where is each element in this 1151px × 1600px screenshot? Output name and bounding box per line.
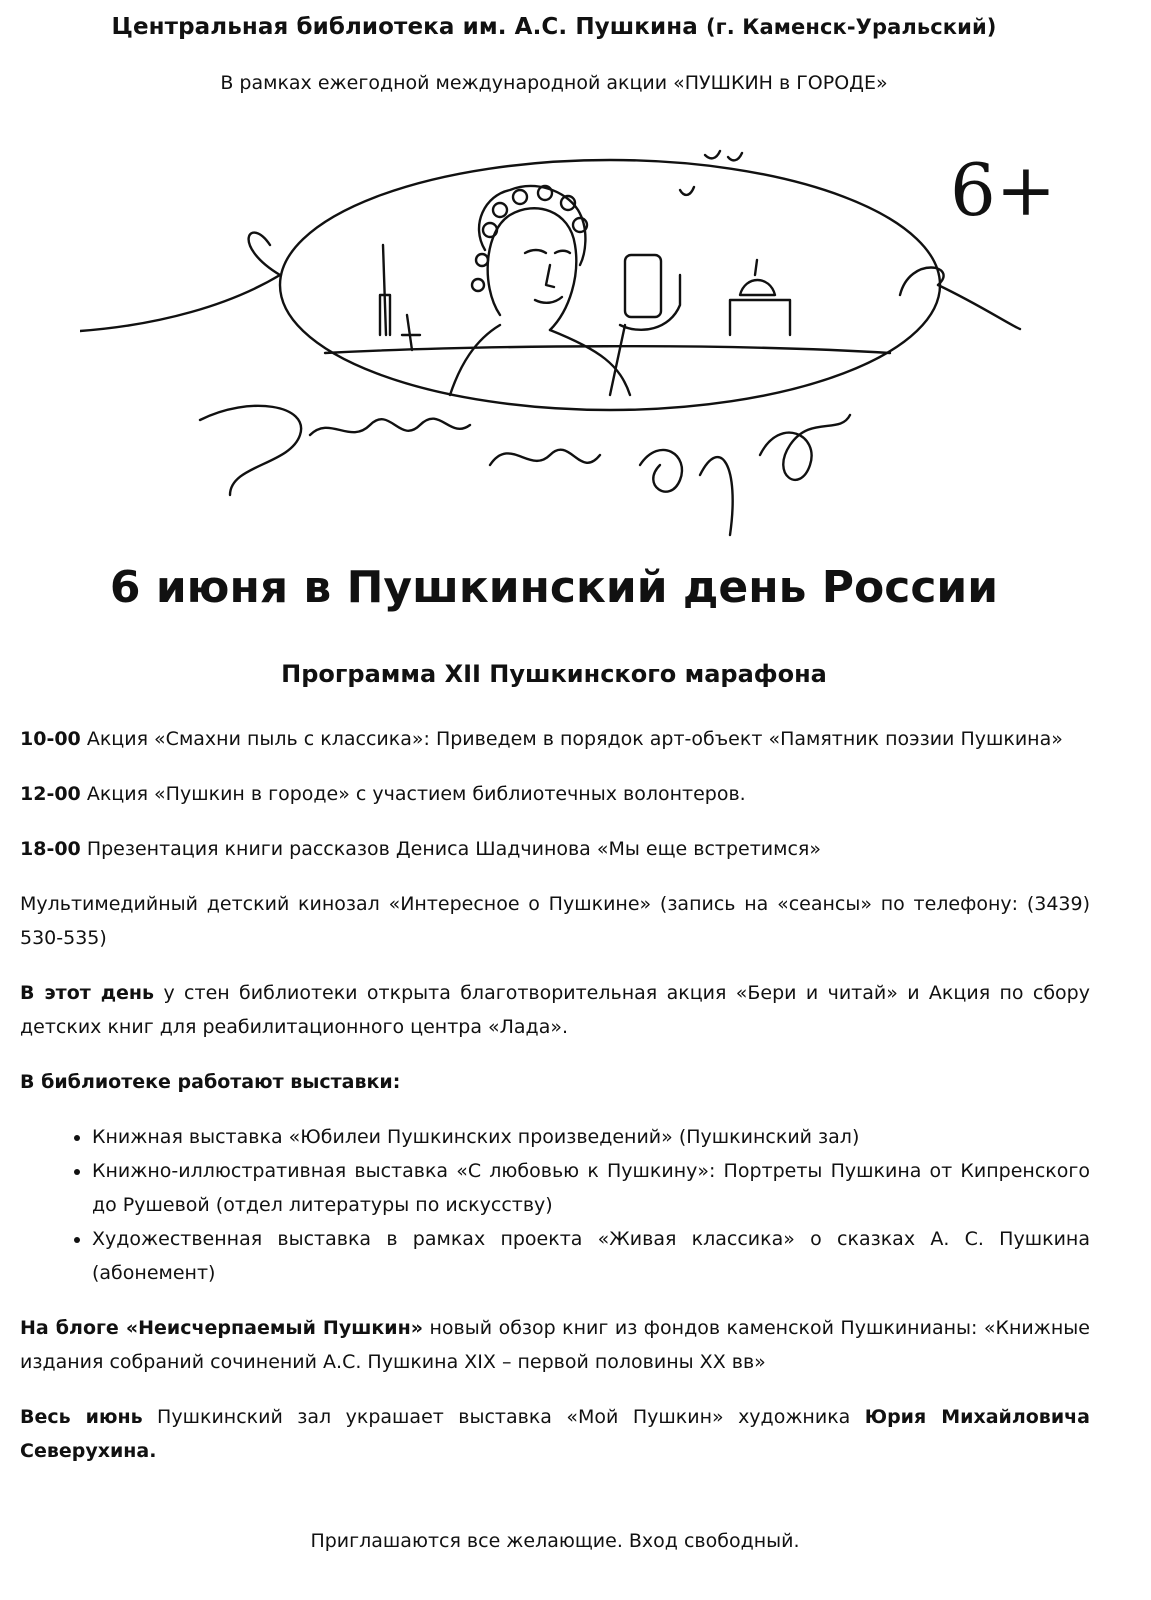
pushkin-with-phone-logo-icon	[80, 135, 1030, 555]
main-heading: 6 июня в Пушкинский день России	[109, 562, 999, 613]
event-text: Акция «Смахни пыль с классика»: Приведем в порядок арт-объект «Памятник поэзии Пушкина»	[86, 728, 1063, 750]
this-day-info	[20, 976, 1090, 1044]
program-content	[20, 722, 1090, 1489]
exhibitions-heading-text: В библиотеке работают выставки:	[20, 1071, 401, 1093]
artist-name: Юрия Михайловича Северухина.	[20, 1406, 1091, 1462]
header-subtitle: В рамках ежегодной международной акции «ПУШКИН в ГОРОДЕ»	[220, 72, 888, 94]
list-item: • Книжная выставка «Юбилеи Пушкинских произведений» (Пушкинский зал)	[92, 1120, 1090, 1154]
event-time: 10-00	[20, 728, 81, 750]
event-time: 12-00	[20, 783, 81, 805]
footer-note: Приглашаются все желающие. Вход свободный.	[310, 1530, 800, 1552]
blog-text: новый обзор книг из фондов каменской Пушкинианы: «Книжные издания собраний сочинений А.С. Пушкина XIX – первой половины XX вв»	[20, 1317, 1090, 1373]
this-day-label: В этот день	[20, 982, 155, 1004]
event-item	[20, 777, 1090, 811]
event-text: Презентация книги рассказов Дениса Шадчинова «Мы еще встретимся»	[86, 838, 821, 860]
library-city: (г. Каменск-Уральский)	[705, 15, 997, 39]
list-item: • Книжно-иллюстративная выставка «С любовью к Пушкину»: Портреты Пушкина от Кипренского до Рушевой (отдел литературы по искусству)	[92, 1154, 1090, 1222]
header-title	[0, 14, 1108, 40]
exhibitions-heading	[20, 1065, 1090, 1099]
program-heading: Программа XII Пушкинского марафона	[281, 660, 827, 688]
event-item	[20, 722, 1090, 756]
event-item	[20, 832, 1090, 866]
june-info	[20, 1400, 1090, 1468]
library-name: Центральная библиотека им. А.С. Пушкина	[111, 14, 698, 40]
event-time: 18-00	[20, 838, 81, 860]
exhibitions-list	[20, 1120, 1090, 1290]
blog-label: На блоге «Неисчерпаемый Пушкин»	[20, 1317, 424, 1339]
list-item: • Художественная выставка в рамках проекта «Живая классика» о сказках А. С. Пушкина (абонемент)	[92, 1222, 1090, 1290]
event-text: Акция «Пушкин в городе» с участием библиотечных волонтеров.	[86, 783, 746, 805]
blog-info	[20, 1311, 1090, 1379]
this-day-text: у стен библиотеки открыта благотворительная акция «Бери и читай» и Акция по сбору детских книг для реабилитационного центра «Лада».	[20, 982, 1090, 1038]
june-label: Весь июнь	[20, 1406, 143, 1428]
cinema-info: Мультимедийный детский кинозал «Интересное о Пушкине» (запись на «сеансы» по телефону: (3439) 530-535)	[20, 893, 1090, 949]
june-text: Пушкинский зал украшает выставка «Мой Пушкин» художника	[157, 1406, 851, 1428]
age-rating: 6+	[950, 148, 1057, 232]
